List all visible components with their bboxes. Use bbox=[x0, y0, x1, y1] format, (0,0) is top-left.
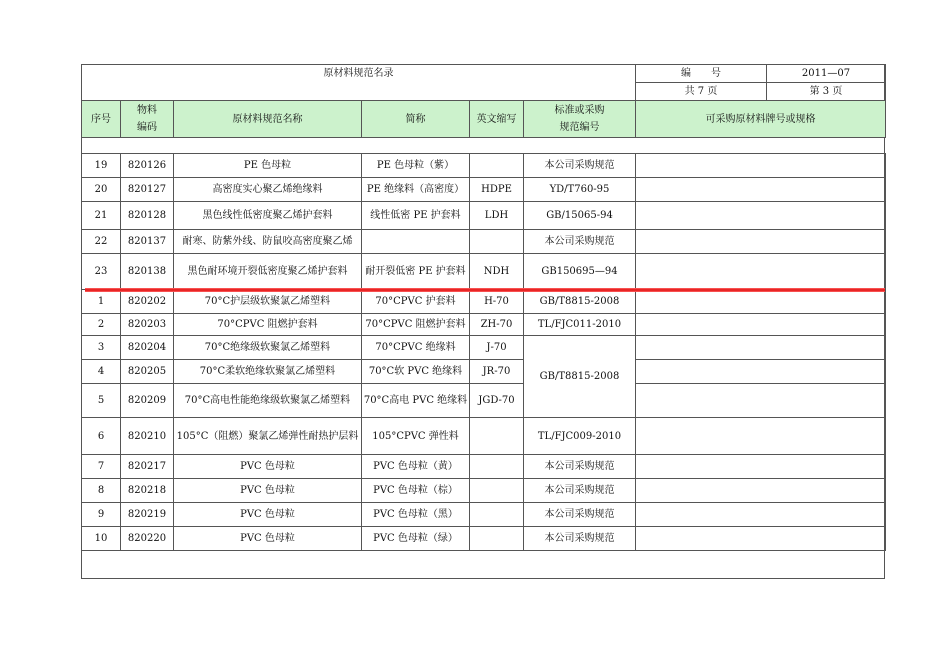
table-row bbox=[82, 479, 886, 503]
table-cell bbox=[636, 290, 886, 314]
table-row bbox=[82, 154, 886, 178]
table-cell: 105°CPVC 弹性料 bbox=[362, 418, 470, 455]
spacer-row bbox=[82, 138, 886, 154]
table-cell bbox=[362, 230, 470, 254]
table-cell: 2 bbox=[82, 314, 121, 336]
table-cell: JGD-70 bbox=[470, 384, 524, 418]
table-cell: 70°CPVC 绝缘料 bbox=[362, 336, 470, 360]
table-cell: 23 bbox=[82, 254, 121, 290]
table-cell: 820127 bbox=[121, 178, 174, 202]
table-cell bbox=[470, 455, 524, 479]
table-cell: 本公司采购规范 bbox=[524, 503, 636, 527]
table-cell: 9 bbox=[82, 503, 121, 527]
table-cell: 6 bbox=[82, 418, 121, 455]
table-cell: 820202 bbox=[121, 290, 174, 314]
title-table bbox=[81, 64, 886, 101]
table-cell: 820137 bbox=[121, 230, 174, 254]
table-cell: YD/T760-95 bbox=[524, 178, 636, 202]
table-row bbox=[82, 254, 886, 290]
table-cell bbox=[636, 336, 886, 360]
table-cell: 70°C高电 PVC 绝缘料 bbox=[362, 384, 470, 418]
table-cell: GB150695—94 bbox=[524, 254, 636, 290]
header-row bbox=[82, 101, 886, 138]
table-cell bbox=[636, 230, 886, 254]
table-cell bbox=[636, 360, 886, 384]
col-header: 序号 bbox=[82, 101, 121, 138]
spacer-row bbox=[82, 551, 886, 579]
table-cell: PE 绝缘料（高密度） bbox=[362, 178, 470, 202]
table-row bbox=[82, 360, 886, 384]
table-cell: 8 bbox=[82, 479, 121, 503]
table-cell bbox=[636, 479, 886, 503]
table-cell bbox=[636, 202, 886, 230]
table-row bbox=[82, 178, 886, 202]
table-cell: PVC 色母粒 bbox=[174, 503, 362, 527]
table-cell bbox=[470, 479, 524, 503]
table-cell: 10 bbox=[82, 527, 121, 551]
table-cell: 820218 bbox=[121, 479, 174, 503]
table-row bbox=[82, 336, 886, 360]
table-cell: J-70 bbox=[470, 336, 524, 360]
table-cell: 820220 bbox=[121, 527, 174, 551]
table-cell: GB/T8815-2008 bbox=[524, 336, 636, 418]
table-cell: 70°C软 PVC 绝缘料 bbox=[362, 360, 470, 384]
table-cell bbox=[470, 503, 524, 527]
code-label: 编 号 bbox=[636, 65, 767, 83]
doc-title: 原材料规范名录 bbox=[82, 65, 636, 101]
table-cell bbox=[636, 527, 886, 551]
table-cell: 线性低密 PE 护套料 bbox=[362, 202, 470, 230]
table-cell: 820204 bbox=[121, 336, 174, 360]
table-cell: 70°C高电性能绝缘级软聚氯乙烯塑料 bbox=[174, 384, 362, 418]
table-cell bbox=[470, 154, 524, 178]
table-cell: 4 bbox=[82, 360, 121, 384]
table-cell: 本公司采购规范 bbox=[524, 527, 636, 551]
table-cell: 70°C柔软绝缘软聚氯乙烯塑料 bbox=[174, 360, 362, 384]
table-cell bbox=[470, 527, 524, 551]
table-cell bbox=[636, 503, 886, 527]
table-cell: 820217 bbox=[121, 455, 174, 479]
table-cell bbox=[636, 455, 886, 479]
table-cell: 70°CPVC 阻燃护套料 bbox=[362, 314, 470, 336]
table-cell: 本公司采购规范 bbox=[524, 455, 636, 479]
materials-table bbox=[81, 100, 886, 579]
table-cell: HDPE bbox=[470, 178, 524, 202]
table-row bbox=[82, 202, 886, 230]
code-value: 2011—07 bbox=[767, 65, 886, 83]
table-row bbox=[82, 230, 886, 254]
table-cell: 耐寒、防紫外线、防鼠咬高密度聚乙烯 bbox=[174, 230, 362, 254]
table-cell: GB/T8815-2008 bbox=[524, 290, 636, 314]
table-cell: GB/15065-94 bbox=[524, 202, 636, 230]
table-row bbox=[82, 418, 886, 455]
table-cell bbox=[636, 154, 886, 178]
table-cell: 本公司采购规范 bbox=[524, 479, 636, 503]
table-cell: 5 bbox=[82, 384, 121, 418]
table-cell: NDH bbox=[470, 254, 524, 290]
table-cell: 黑色线性低密度聚乙烯护套料 bbox=[174, 202, 362, 230]
table-cell: TL/FJC009-2010 bbox=[524, 418, 636, 455]
table-cell: 820205 bbox=[121, 360, 174, 384]
table-cell: PVC 色母粒（绿） bbox=[362, 527, 470, 551]
table-cell: 21 bbox=[82, 202, 121, 230]
table-cell: 70°C绝缘级软聚氯乙烯塑料 bbox=[174, 336, 362, 360]
table-cell: 3 bbox=[82, 336, 121, 360]
table-cell: PVC 色母粒 bbox=[174, 455, 362, 479]
table-cell: H-70 bbox=[470, 290, 524, 314]
table-cell: PVC 色母粒 bbox=[174, 479, 362, 503]
table-cell: 高密度实心聚乙烯绝缘料 bbox=[174, 178, 362, 202]
table-cell: 820128 bbox=[121, 202, 174, 230]
table-cell: 耐开裂低密 PE 护套料 bbox=[362, 254, 470, 290]
col-header: 英文缩写 bbox=[470, 101, 524, 138]
table-cell: ZH-70 bbox=[470, 314, 524, 336]
total-pages: 共 7 页 bbox=[636, 83, 767, 101]
table-cell bbox=[470, 230, 524, 254]
table-cell: 22 bbox=[82, 230, 121, 254]
page-number: 第 3 页 bbox=[767, 83, 886, 101]
table-row bbox=[82, 314, 886, 336]
table-cell bbox=[636, 384, 886, 418]
table-cell: PVC 色母粒（黄） bbox=[362, 455, 470, 479]
table-cell: 70°CPVC 阻燃护套料 bbox=[174, 314, 362, 336]
table-cell: 105°C（阻燃）聚氯乙烯弹性耐热护层料 bbox=[174, 418, 362, 455]
table-cell: 820126 bbox=[121, 154, 174, 178]
table-cell: LDH bbox=[470, 202, 524, 230]
table-cell bbox=[636, 314, 886, 336]
table-cell: PE 色母粒（紫） bbox=[362, 154, 470, 178]
col-header: 原材料规范名称 bbox=[174, 101, 362, 138]
table-cell: 本公司采购规范 bbox=[524, 230, 636, 254]
table-row bbox=[82, 503, 886, 527]
col-header: 简称 bbox=[362, 101, 470, 138]
table-row bbox=[82, 455, 886, 479]
table-cell: PE 色母粒 bbox=[174, 154, 362, 178]
table-cell: 19 bbox=[82, 154, 121, 178]
table-cell: TL/FJC011-2010 bbox=[524, 314, 636, 336]
table-cell: JR-70 bbox=[470, 360, 524, 384]
table-cell: PVC 色母粒（黑） bbox=[362, 503, 470, 527]
table-cell: 7 bbox=[82, 455, 121, 479]
table-row bbox=[82, 384, 886, 418]
table-cell: PVC 色母粒 bbox=[174, 527, 362, 551]
col-header: 标准或采购 规范编号 bbox=[524, 101, 636, 138]
table-cell: 20 bbox=[82, 178, 121, 202]
red-divider-line bbox=[85, 288, 885, 292]
table-row bbox=[82, 290, 886, 314]
col-header: 物料 编码 bbox=[121, 101, 174, 138]
table-cell: 820203 bbox=[121, 314, 174, 336]
table-cell: 820210 bbox=[121, 418, 174, 455]
table-cell: PVC 色母粒（棕） bbox=[362, 479, 470, 503]
table-cell: 820219 bbox=[121, 503, 174, 527]
table-cell: 70°C护层级软聚氯乙烯塑料 bbox=[174, 290, 362, 314]
table-cell: 70°CPVC 护套料 bbox=[362, 290, 470, 314]
table-row bbox=[82, 527, 886, 551]
table-cell bbox=[470, 418, 524, 455]
table-cell: 本公司采购规范 bbox=[524, 154, 636, 178]
table-cell: 820138 bbox=[121, 254, 174, 290]
table-cell: 1 bbox=[82, 290, 121, 314]
table-cell: 820209 bbox=[121, 384, 174, 418]
table-cell bbox=[636, 178, 886, 202]
col-header: 可采购原材料牌号或规格 bbox=[636, 101, 886, 138]
table-cell: 黑色耐环境开裂低密度聚乙烯护套料 bbox=[174, 254, 362, 290]
table-cell bbox=[636, 418, 886, 455]
table-cell bbox=[636, 254, 886, 290]
